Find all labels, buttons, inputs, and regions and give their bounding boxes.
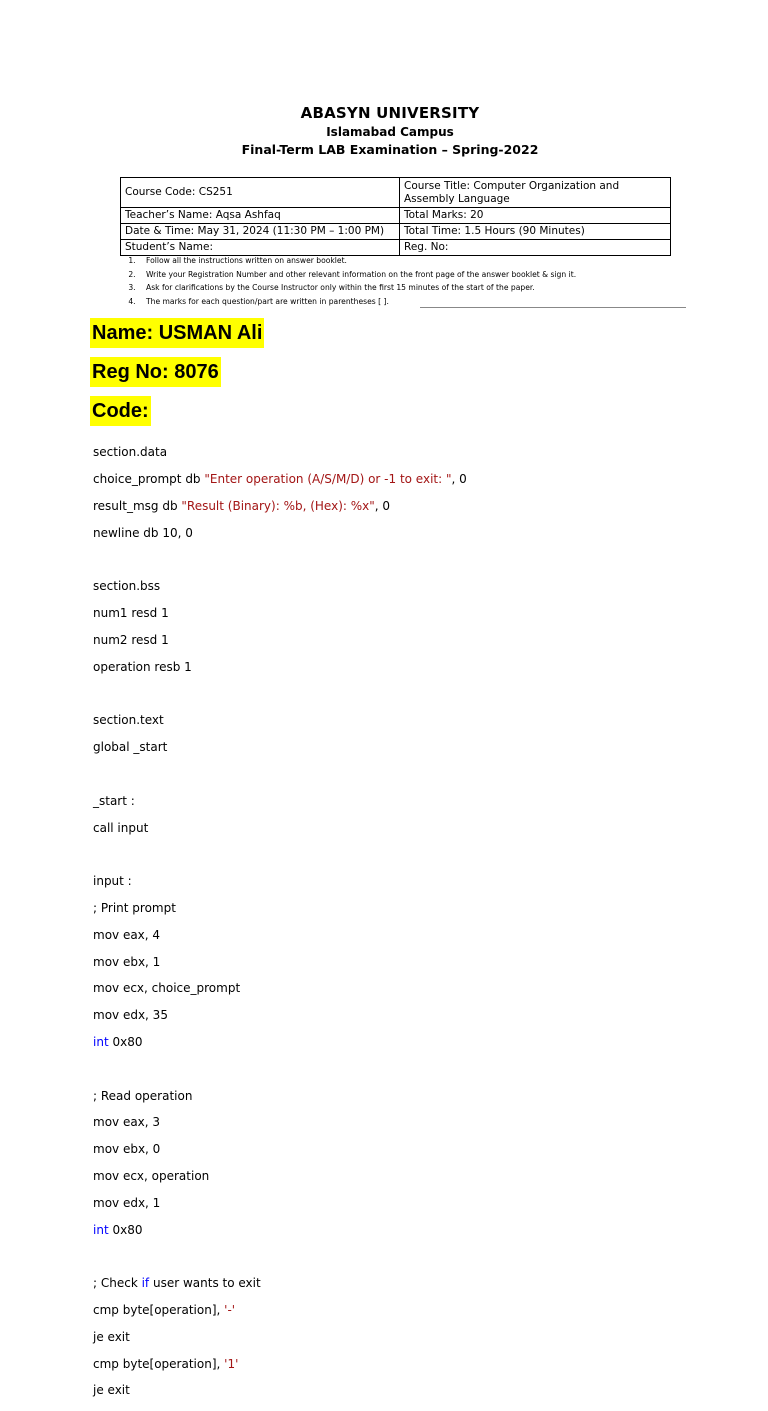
code-line: mov eax, 3: [93, 1115, 161, 1130]
code-line: newline db 10, 0: [93, 525, 193, 540]
code-line: _start :: [93, 793, 135, 808]
campus-title: Islamabad Campus: [326, 125, 454, 139]
code-line: num1 resd 1: [93, 606, 169, 621]
instruction-item: 3. Ask for clarifications by the Course Instructor only within the first 15 minutes of the start of the paper.: [138, 281, 576, 295]
code-line: mov ecx, choice_prompt: [93, 981, 241, 996]
teacher-cell: Teacher’s Name: Aqsa Ashfaq: [121, 208, 400, 224]
divider: [420, 307, 686, 308]
code-line: ; Print prompt: [93, 900, 176, 915]
code-line: mov ebx, 1: [93, 954, 161, 969]
code-line: section.data: [93, 445, 168, 460]
code-block: [93, 433, 467, 1411]
blank-line: [93, 1250, 467, 1263]
blank-line: [93, 768, 467, 781]
reg-no-heading: Reg No: 8076: [90, 357, 221, 387]
date-time-cell: Date & Time: May 31, 2024 (11:30 PM – 1:00 PM): [121, 224, 400, 240]
total-marks-cell: Total Marks: 20: [400, 208, 671, 224]
student-name-cell: Student’s Name:: [121, 240, 400, 256]
code-line: call input: [93, 820, 149, 835]
exam-header-scan: [90, 82, 690, 312]
code-line: mov eax, 4: [93, 927, 161, 942]
reg-no-cell: Reg. No:: [400, 240, 671, 256]
blank-line: [93, 688, 467, 701]
instruction-item: 4. The marks for each question/part are written in parentheses [ ].: [138, 295, 576, 309]
code-line: mov edx, 1: [93, 1195, 161, 1210]
code-line: ; Read operation: [93, 1088, 193, 1103]
code-line: num2 resd 1: [93, 632, 169, 647]
code-line: input :: [93, 874, 132, 889]
exam-title: Final-Term LAB Examination – Spring-2022: [241, 142, 539, 157]
blank-line: [93, 554, 467, 567]
code-line: mov edx, 35: [93, 1008, 168, 1023]
code-heading: Code:: [90, 396, 151, 426]
code-line: mov ebx, 0: [93, 1142, 161, 1157]
student-name-heading: Name: USMAN Ali: [90, 318, 264, 348]
course-title-cell: Course Title: Computer Organization and Assembly Language: [400, 178, 671, 208]
code-line: result_msg db "Result (Binary): %b, (Hex): %x", 0: [93, 499, 391, 513]
total-time-cell: Total Time: 1.5 Hours (90 Minutes): [400, 224, 671, 240]
code-line: int 0x80: [93, 1034, 143, 1049]
code-line: ; Check if user wants to exit: [93, 1276, 261, 1291]
instructions-list: [122, 254, 576, 308]
university-title: ABASYN UNIVERSITY: [300, 104, 480, 122]
course-code-cell: Course Code: CS251: [121, 178, 400, 208]
instruction-item: 1. Follow all the instructions written on answer booklet.: [138, 254, 576, 268]
code-line: cmp byte[operation], '-': [93, 1302, 236, 1317]
code-line: mov ecx, operation: [93, 1168, 210, 1183]
code-line: section.bss: [93, 579, 161, 594]
code-line: je exit: [93, 1329, 130, 1344]
code-line: int 0x80: [93, 1222, 143, 1237]
blank-line: [93, 848, 467, 861]
code-line: global _start: [93, 740, 168, 755]
course-info-table: [120, 177, 671, 256]
code-line: je exit: [93, 1383, 130, 1398]
instruction-item: 2. Write your Registration Number and other relevant information on the front page of the answer booklet & sign it.: [138, 268, 576, 282]
code-line: cmp byte[operation], '1': [93, 1356, 239, 1371]
code-line: operation resb 1: [93, 659, 192, 674]
blank-line: [93, 1063, 467, 1076]
code-line: choice_prompt db "Enter operation (A/S/M/D) or -1 to exit: ", 0: [93, 472, 467, 487]
code-line: section.text: [93, 713, 164, 728]
